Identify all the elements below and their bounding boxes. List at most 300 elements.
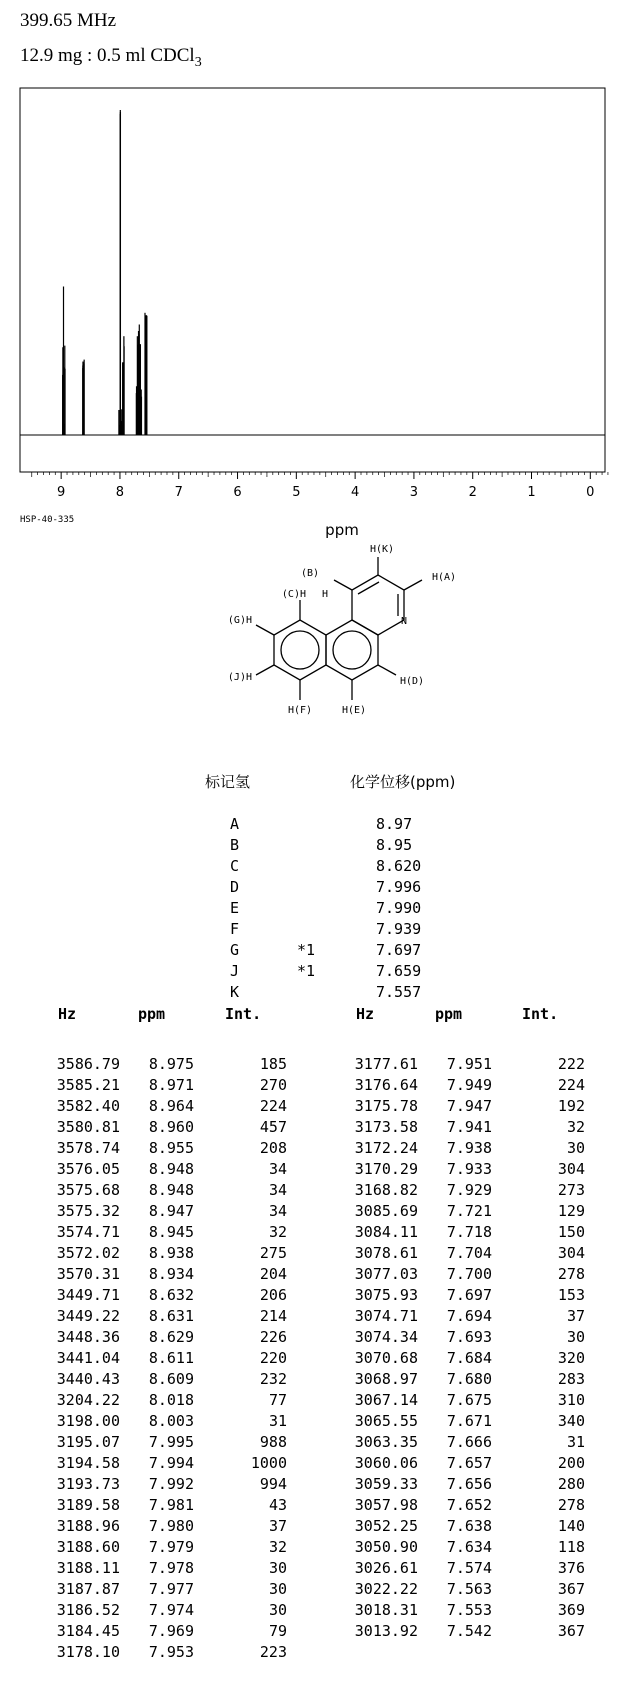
- x-tick-label: 5: [292, 485, 301, 500]
- peak-ppm: 8.948: [148, 1160, 194, 1178]
- label-n: N: [400, 616, 408, 627]
- peak-hz: 3187.87: [56, 1580, 120, 1598]
- assignment-row: [0, 899, 626, 920]
- peak-ppm: 7.563: [446, 1580, 492, 1598]
- label-h-k: H(K): [369, 544, 395, 555]
- aromatic-circle-left: [281, 631, 319, 669]
- nmr-spectrum-chart: [0, 80, 626, 540]
- peak-int: 304: [557, 1244, 585, 1262]
- peak-ppm: 8.609: [148, 1370, 194, 1388]
- header-hz-left: Hz: [58, 1005, 77, 1023]
- peak-hz: 3068.97: [354, 1370, 418, 1388]
- peak-row: [298, 1118, 598, 1139]
- peak-hz: 3070.68: [354, 1349, 418, 1367]
- peak-ppm: 7.994: [148, 1454, 194, 1472]
- peak-ppm: 7.974: [148, 1601, 194, 1619]
- peak-row: [0, 1076, 300, 1097]
- peak-ppm: 7.684: [446, 1349, 492, 1367]
- peak-int: 273: [557, 1181, 585, 1199]
- assignment-row: [0, 983, 626, 1004]
- peak-int: 457: [259, 1118, 287, 1136]
- peak-ppm: 7.671: [446, 1412, 492, 1430]
- peak-ppm: 7.553: [446, 1601, 492, 1619]
- peak-hz: 3018.31: [354, 1601, 418, 1619]
- assignment-shift: 8.97: [376, 815, 413, 833]
- ring-pyridine: [352, 575, 404, 635]
- peak-ppm: 7.995: [148, 1433, 194, 1451]
- peak-ppm: 7.929: [446, 1181, 492, 1199]
- assignment-label: K: [230, 983, 240, 1001]
- peak-row: [298, 1370, 598, 1391]
- peak-hz: 3575.32: [56, 1202, 120, 1220]
- peak-int: 283: [557, 1370, 585, 1388]
- peak-int: 31: [268, 1412, 287, 1430]
- peak-hz: 3440.43: [56, 1370, 120, 1388]
- x-tick-label: 8: [115, 485, 125, 500]
- peak-ppm: 8.938: [148, 1244, 194, 1262]
- peak-ppm: 7.951: [446, 1055, 492, 1073]
- peak-hz: 3026.61: [354, 1559, 418, 1577]
- peak-int: 275: [259, 1244, 287, 1262]
- x-tick-label: 6: [233, 485, 242, 500]
- assignment-note: *1: [297, 962, 316, 980]
- peak-row: [298, 1202, 598, 1223]
- peak-row: [298, 1181, 598, 1202]
- peak-int: 34: [268, 1181, 287, 1199]
- peak-ppm: 7.949: [446, 1076, 492, 1094]
- peak-row: [298, 1265, 598, 1286]
- peak-hz: 3188.60: [56, 1538, 120, 1556]
- peak-ppm: 8.955: [148, 1139, 194, 1157]
- peak-row: [0, 1055, 300, 1076]
- label-h-a: H(A): [432, 572, 457, 583]
- peak-int: 224: [259, 1097, 287, 1115]
- peak-row: [0, 1622, 300, 1643]
- assignment-note: *1: [297, 941, 316, 959]
- peak-ppm: 7.992: [148, 1475, 194, 1493]
- peak-int: 226: [259, 1328, 287, 1346]
- peak-row: [0, 1496, 300, 1517]
- spectrum-peaks: [63, 110, 147, 435]
- peak-row: [0, 1244, 300, 1265]
- peak-row: [298, 1601, 598, 1622]
- peak-row: [298, 1097, 598, 1118]
- peak-ppm: 8.960: [148, 1118, 194, 1136]
- peak-row: [0, 1349, 300, 1370]
- header-ppm-left: ppm: [138, 1005, 166, 1023]
- assignment-label-header: 标记氢: [205, 773, 251, 791]
- peak-hz: 3575.68: [56, 1181, 120, 1199]
- peak-hz: 3572.02: [56, 1244, 120, 1262]
- peak-int: 129: [557, 1202, 585, 1220]
- label-h-f: H(F): [287, 705, 313, 716]
- peak-ppm: 7.652: [446, 1496, 492, 1514]
- peak-row: [298, 1055, 598, 1076]
- peak-row: [298, 1160, 598, 1181]
- peak-hz: 3052.25: [354, 1517, 418, 1535]
- peak-int: 310: [557, 1391, 585, 1409]
- peak-hz: 3077.03: [354, 1265, 418, 1283]
- peak-int: 367: [557, 1580, 585, 1598]
- peak-hz: 3050.90: [354, 1538, 418, 1556]
- peak-row: [0, 1601, 300, 1622]
- assignment-row: [0, 815, 626, 836]
- peak-row: [0, 1643, 300, 1664]
- header-hz-right: Hz: [356, 1005, 375, 1023]
- peak-row: [0, 1181, 300, 1202]
- peak-int: 1000: [250, 1454, 287, 1472]
- peak-hz: 3441.04: [56, 1349, 120, 1367]
- peak-hz: 3059.33: [354, 1475, 418, 1493]
- peak-row: [298, 1496, 598, 1517]
- assignment-row: [0, 836, 626, 857]
- peak-ppm: 7.704: [446, 1244, 492, 1262]
- peak-hz: 3060.06: [354, 1454, 418, 1472]
- peak-row: [298, 1139, 598, 1160]
- peak-ppm: 7.697: [446, 1286, 492, 1304]
- label-b: (B): [300, 568, 320, 579]
- peak-hz: 3173.58: [354, 1118, 418, 1136]
- peak-ppm: 8.948: [148, 1181, 194, 1199]
- peak-row: [0, 1118, 300, 1139]
- peak-int: 278: [557, 1265, 585, 1283]
- peak-hz: 3084.11: [354, 1223, 418, 1241]
- header-ppm-right: ppm: [435, 1005, 463, 1023]
- peak-hz: 3189.58: [56, 1496, 120, 1514]
- peak-int: 224: [557, 1076, 585, 1094]
- peak-ppm: 8.971: [148, 1076, 194, 1094]
- ring-left: [274, 620, 326, 680]
- peak-int: 153: [557, 1286, 585, 1304]
- peak-row: [298, 1223, 598, 1244]
- peak-int: 988: [259, 1433, 287, 1451]
- peak-row: [0, 1160, 300, 1181]
- peak-hz: 3074.71: [354, 1307, 418, 1325]
- peak-ppm: 7.638: [446, 1517, 492, 1535]
- aromatic-circle-middle: [333, 631, 371, 669]
- spectrometer-frequency: 399.65 MHz: [20, 10, 117, 31]
- peak-ppm: 7.953: [148, 1643, 194, 1661]
- peak-hz: 3570.31: [56, 1265, 120, 1283]
- assignment-shift: 7.557: [376, 983, 422, 1001]
- peak-row: [0, 1223, 300, 1244]
- peak-int: 77: [268, 1391, 287, 1409]
- peak-row: [0, 1559, 300, 1580]
- peak-row: [0, 1580, 300, 1601]
- peak-row: [298, 1391, 598, 1412]
- peak-hz: 3178.10: [56, 1643, 120, 1661]
- peak-int: 200: [557, 1454, 585, 1472]
- sample-description: [20, 45, 202, 71]
- peak-int: 32: [268, 1223, 287, 1241]
- assignment-row: [0, 920, 626, 941]
- x-tick-label: 0: [586, 485, 595, 500]
- peak-row: [0, 1265, 300, 1286]
- label-h-d: H(D): [400, 676, 425, 687]
- label-b-h: H: [321, 589, 328, 600]
- peak-ppm: 7.656: [446, 1475, 492, 1493]
- peak-hz: 3576.05: [56, 1160, 120, 1178]
- peak-hz: 3186.52: [56, 1601, 120, 1619]
- peak-hz: 3193.73: [56, 1475, 120, 1493]
- peak-hz: 3195.07: [56, 1433, 120, 1451]
- label-h-g: (G)H: [227, 615, 252, 626]
- peak-int: 192: [557, 1097, 585, 1115]
- peak-row: [298, 1076, 598, 1097]
- peak-int: 222: [557, 1055, 585, 1073]
- peak-row: [298, 1328, 598, 1349]
- peak-row: [298, 1454, 598, 1475]
- peak-row: [0, 1307, 300, 1328]
- peak-int: 185: [259, 1055, 287, 1073]
- assignment-label: B: [230, 836, 240, 854]
- assignment-row: [0, 878, 626, 899]
- peak-ppm: 7.981: [148, 1496, 194, 1514]
- peak-ppm: 8.631: [148, 1307, 194, 1325]
- peak-hz: 3057.98: [354, 1496, 418, 1514]
- peak-int: 304: [557, 1160, 585, 1178]
- peak-hz: 3188.11: [56, 1559, 120, 1577]
- peak-hz: 3586.79: [56, 1055, 120, 1073]
- peak-ppm: 7.721: [446, 1202, 492, 1220]
- peak-int: 206: [259, 1286, 287, 1304]
- peak-hz: 3013.92: [354, 1622, 418, 1640]
- assignment-shift: 7.659: [376, 962, 422, 980]
- peak-int: 34: [268, 1202, 287, 1220]
- peak-hz: 3204.22: [56, 1391, 120, 1409]
- peak-int: 32: [268, 1538, 287, 1556]
- peak-row: [298, 1349, 598, 1370]
- assignment-row: [0, 857, 626, 878]
- peak-hz: 3580.81: [56, 1118, 120, 1136]
- peak-ppm: 8.611: [148, 1349, 194, 1367]
- assignment-row: [0, 962, 626, 983]
- peak-int: 34: [268, 1160, 287, 1178]
- peak-int: 994: [259, 1475, 287, 1493]
- peak-hz: 3078.61: [354, 1244, 418, 1262]
- peak-hz: 3574.71: [56, 1223, 120, 1241]
- peak-ppm: 7.680: [446, 1370, 492, 1388]
- assignment-label: E: [230, 899, 240, 917]
- peak-int: 208: [259, 1139, 287, 1157]
- peak-row: [0, 1097, 300, 1118]
- label-h-c: (C)H: [281, 589, 306, 600]
- peak-row: [0, 1412, 300, 1433]
- peak-ppm: 7.694: [446, 1307, 492, 1325]
- peak-int: 31: [566, 1433, 585, 1451]
- assignment-label: C: [230, 857, 240, 875]
- peak-hz: 3177.61: [354, 1055, 418, 1073]
- peak-row: [0, 1370, 300, 1391]
- x-tick-label: 7: [174, 485, 183, 500]
- peak-hz: 3184.45: [56, 1622, 120, 1640]
- assignment-label: J: [230, 962, 240, 980]
- peak-row: [298, 1517, 598, 1538]
- spectrum-axes: [20, 88, 608, 500]
- peak-int: 270: [259, 1076, 287, 1094]
- header-int-right: Int.: [522, 1005, 559, 1023]
- peak-hz: 3176.64: [354, 1076, 418, 1094]
- peak-int: 43: [268, 1496, 287, 1514]
- peak-hz: 3188.96: [56, 1517, 120, 1535]
- peak-int: 280: [557, 1475, 585, 1493]
- peak-hz: 3022.22: [354, 1580, 418, 1598]
- peak-row: [298, 1307, 598, 1328]
- peak-ppm: 7.675: [446, 1391, 492, 1409]
- peak-ppm: 7.666: [446, 1433, 492, 1451]
- peak-int: 369: [557, 1601, 585, 1619]
- molecule-bonds: [256, 557, 425, 700]
- peak-row: [0, 1391, 300, 1412]
- peak-ppm: 7.938: [446, 1139, 492, 1157]
- assignment-shift: 7.697: [376, 941, 422, 959]
- peak-ppm: 7.980: [148, 1517, 194, 1535]
- peak-int: 140: [557, 1517, 585, 1535]
- peak-row: [298, 1286, 598, 1307]
- peak-ppm: 8.934: [148, 1265, 194, 1283]
- x-tick-label: 4: [350, 485, 360, 500]
- peak-row: [0, 1328, 300, 1349]
- peak-row: [0, 1433, 300, 1454]
- peak-hz: 3194.58: [56, 1454, 120, 1472]
- peak-ppm: 8.632: [148, 1286, 194, 1304]
- peak-row: [0, 1538, 300, 1559]
- peak-hz: 3578.74: [56, 1139, 120, 1157]
- header-int-left: Int.: [225, 1005, 262, 1023]
- peak-ppm: 7.977: [148, 1580, 194, 1598]
- peak-row: [0, 1286, 300, 1307]
- peak-ppm: 7.978: [148, 1559, 194, 1577]
- assignment-shift: 8.95: [376, 836, 413, 854]
- peak-hz: 3449.71: [56, 1286, 120, 1304]
- peak-int: 30: [268, 1580, 287, 1598]
- peak-int: 204: [259, 1265, 287, 1283]
- peak-row: [0, 1517, 300, 1538]
- peak-row: [0, 1475, 300, 1496]
- peak-ppm: 7.979: [148, 1538, 194, 1556]
- peak-hz: 3168.82: [354, 1181, 418, 1199]
- x-axis-label: ppm: [325, 521, 359, 539]
- peak-hz: 3074.34: [354, 1328, 418, 1346]
- peak-ppm: 8.003: [148, 1412, 194, 1430]
- peak-hz: 3448.36: [56, 1328, 120, 1346]
- peak-hz: 3172.24: [354, 1139, 418, 1157]
- peak-ppm: 7.657: [446, 1454, 492, 1472]
- peak-hz: 3075.93: [354, 1286, 418, 1304]
- peak-hz: 3449.22: [56, 1307, 120, 1325]
- peak-row: [298, 1475, 598, 1496]
- peak-hz: 3085.69: [354, 1202, 418, 1220]
- peak-row: [298, 1433, 598, 1454]
- peak-ppm: 7.693: [446, 1328, 492, 1346]
- peak-int: 79: [268, 1622, 287, 1640]
- peak-ppm: 7.941: [446, 1118, 492, 1136]
- peak-int: 37: [566, 1307, 585, 1325]
- peak-int: 367: [557, 1622, 585, 1640]
- peak-hz: 3585.21: [56, 1076, 120, 1094]
- peak-row: [298, 1559, 598, 1580]
- peak-int: 220: [259, 1349, 287, 1367]
- peak-int: 118: [557, 1538, 585, 1556]
- peak-int: 30: [268, 1601, 287, 1619]
- sample-text: 12.9 mg : 0.5 ml CDCl: [20, 45, 195, 66]
- peak-ppm: 8.975: [148, 1055, 194, 1073]
- peak-ppm: 7.634: [446, 1538, 492, 1556]
- peak-row: [0, 1139, 300, 1160]
- peak-ppm: 7.700: [446, 1265, 492, 1283]
- peak-int: 232: [259, 1370, 287, 1388]
- peak-ppm: 7.933: [446, 1160, 492, 1178]
- peak-row: [0, 1202, 300, 1223]
- assignment-label: D: [230, 878, 240, 896]
- peak-int: 214: [259, 1307, 287, 1325]
- peak-int: 376: [557, 1559, 585, 1577]
- assignment-shift: 7.990: [376, 899, 422, 917]
- ring-middle: [326, 620, 378, 680]
- peak-ppm: 7.947: [446, 1097, 492, 1115]
- peak-hz: 3065.55: [354, 1412, 418, 1430]
- peak-ppm: 7.542: [446, 1622, 492, 1640]
- assignment-label: G: [230, 941, 240, 959]
- peak-row: [0, 1454, 300, 1475]
- peak-hz: 3067.14: [354, 1391, 418, 1409]
- assignment-label: F: [230, 920, 240, 938]
- peak-int: 340: [557, 1412, 585, 1430]
- peak-row: [298, 1580, 598, 1601]
- peak-ppm: 8.629: [148, 1328, 194, 1346]
- peak-ppm: 8.947: [148, 1202, 194, 1220]
- peak-row: [298, 1412, 598, 1433]
- x-tick-label: 9: [57, 485, 66, 500]
- assignment-shift-header: 化学位移(ppm): [350, 773, 456, 791]
- peak-row: [298, 1622, 598, 1643]
- peak-int: 32: [566, 1118, 585, 1136]
- peak-ppm: 7.718: [446, 1223, 492, 1241]
- plot-frame: [20, 88, 605, 472]
- assignment-shift: 7.996: [376, 878, 422, 896]
- peak-int: 37: [268, 1517, 287, 1535]
- peak-hz: 3582.40: [56, 1097, 120, 1115]
- label-h-j: (J)H: [227, 672, 252, 683]
- peak-int: 30: [268, 1559, 287, 1577]
- sample-subscript: 3: [194, 54, 202, 70]
- peak-int: 223: [259, 1643, 287, 1661]
- x-tick-label: 2: [468, 485, 477, 500]
- peak-ppm: 7.574: [446, 1559, 492, 1577]
- peak-hz: 3175.78: [354, 1097, 418, 1115]
- peak-int: 30: [566, 1328, 585, 1346]
- peak-hz: 3063.35: [354, 1433, 418, 1451]
- peak-row: [298, 1244, 598, 1265]
- peak-int: 278: [557, 1496, 585, 1514]
- x-tick-label: 1: [527, 485, 536, 500]
- assignment-row: [0, 941, 626, 962]
- peak-ppm: 7.969: [148, 1622, 194, 1640]
- peak-table-header: [0, 1005, 626, 1027]
- assignment-shift: 8.620: [376, 857, 422, 875]
- spectrum-code: HSP-40-335: [20, 515, 75, 525]
- peak-ppm: 8.018: [148, 1391, 194, 1409]
- peak-ppm: 8.964: [148, 1097, 194, 1115]
- peak-hz: 3170.29: [354, 1160, 418, 1178]
- peak-int: 150: [557, 1223, 585, 1241]
- x-tick-label: 3: [409, 485, 419, 500]
- phenanthridine-structure: [150, 535, 490, 775]
- label-h-e: H(E): [341, 705, 367, 716]
- peak-row: [298, 1538, 598, 1559]
- assignment-shift: 7.939: [376, 920, 422, 938]
- assignment-label: A: [230, 815, 240, 833]
